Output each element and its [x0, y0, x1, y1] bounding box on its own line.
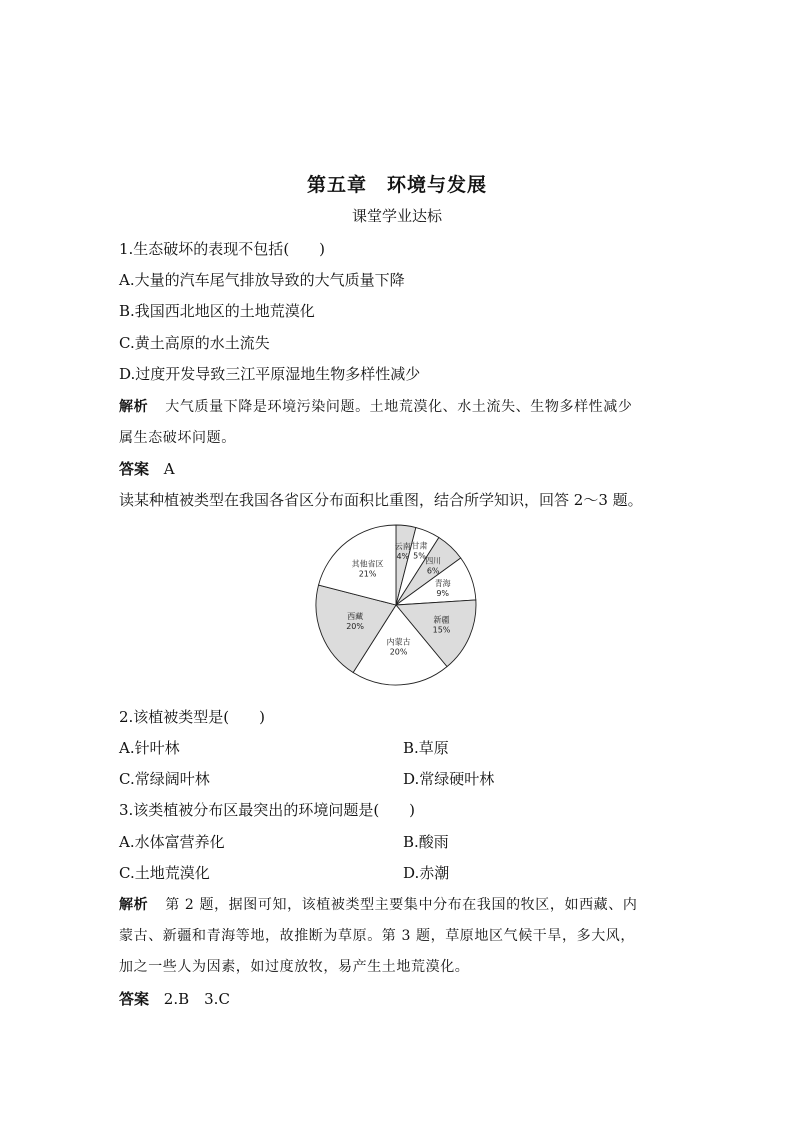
- answer-label: 答案: [119, 990, 150, 1008]
- q1-analysis-line2: 属生态破坏问题。: [119, 430, 236, 446]
- pie-label-value: 5%: [413, 551, 426, 561]
- q1-analysis-line1: [119, 396, 632, 416]
- pie-label-value: 4%: [396, 552, 410, 561]
- section-title: 课堂学业达标: [351, 207, 442, 225]
- q2-option-d: D.常绿硬叶林: [403, 770, 495, 788]
- pie-label-name: 青海: [434, 579, 451, 589]
- q2-option-a: A.针叶林: [119, 739, 180, 757]
- pie-label-name: 云南: [394, 542, 411, 551]
- q23-answer: [119, 988, 230, 1009]
- pie-label-name: 其他省区: [351, 559, 384, 569]
- analysis-text: 第 2 题，据图可知，该植被类型主要集中分布在我国的牧区，如西藏、内: [165, 897, 638, 913]
- intro-text: 读某种植被类型在我国各省区分布面积比重图，结合所学知识，回答 2～3 题。: [119, 491, 643, 509]
- pie-label-value: 6%: [426, 566, 440, 576]
- chapter-title: 第五章 环境与发展: [306, 174, 487, 196]
- q2-option-c: C.常绿阔叶林: [119, 770, 210, 788]
- q3-option-d: D.赤潮: [403, 864, 450, 882]
- pie-label-value: 9%: [436, 589, 450, 599]
- q1-option-b: B.我国西北地区的土地荒漠化: [119, 302, 315, 320]
- q3-stem: 3.该类植被分布区最突出的环境问题是( ): [119, 801, 416, 819]
- pie-chart: [314, 520, 478, 690]
- pie-label-name: 西藏: [347, 612, 364, 622]
- q3-option-c: C.土地荒漠化: [119, 864, 210, 882]
- pie-label-name: 甘肃: [411, 541, 428, 551]
- pie-label-name: 内蒙古: [386, 637, 411, 647]
- analysis-text: 大气质量下降是环境污染问题。土地荒漠化、水土流失、生物多样性减少: [165, 399, 633, 415]
- q3-option-a: A.水体富营养化: [119, 833, 225, 851]
- analysis-label: 解析: [119, 897, 149, 913]
- pie-label-value: 15%: [432, 625, 451, 635]
- q1-stem: 1.生态破坏的表现不包括( ): [119, 240, 326, 258]
- pie-label-name: 新疆: [433, 615, 450, 625]
- q2-option-b: B.草原: [403, 739, 449, 757]
- pie-label-value: 20%: [389, 647, 408, 657]
- q1-option-d: D.过度开发导致三江平原湿地生物多样性减少: [119, 365, 421, 383]
- answer-value: A: [163, 460, 175, 478]
- q23-analysis-line1: [119, 894, 637, 914]
- q3-option-b: B.酸雨: [403, 833, 449, 851]
- q23-analysis-line3: 加之一些人为因素，如过度放牧，易产生土地荒漠化。: [119, 959, 470, 975]
- q1-answer: [119, 458, 175, 479]
- pie-label-value: 21%: [358, 569, 377, 579]
- q23-analysis-line2: 蒙古、新疆和青海等地，故推断为草原。第 3 题，草原地区气候干旱，多大风，: [119, 928, 636, 944]
- answer-value: 2.B 3.C: [163, 990, 230, 1008]
- q2-stem: 2.该植被类型是( ): [119, 708, 266, 726]
- q1-option-a: A.大量的汽车尾气排放导致的大气质量下降: [119, 271, 405, 289]
- pie-label-name: 四川: [425, 556, 442, 566]
- answer-label: 答案: [119, 460, 150, 478]
- q1-option-c: C.黄土高原的水土流失: [119, 334, 270, 352]
- analysis-label: 解析: [119, 399, 149, 415]
- pie-label-value: 20%: [346, 622, 364, 632]
